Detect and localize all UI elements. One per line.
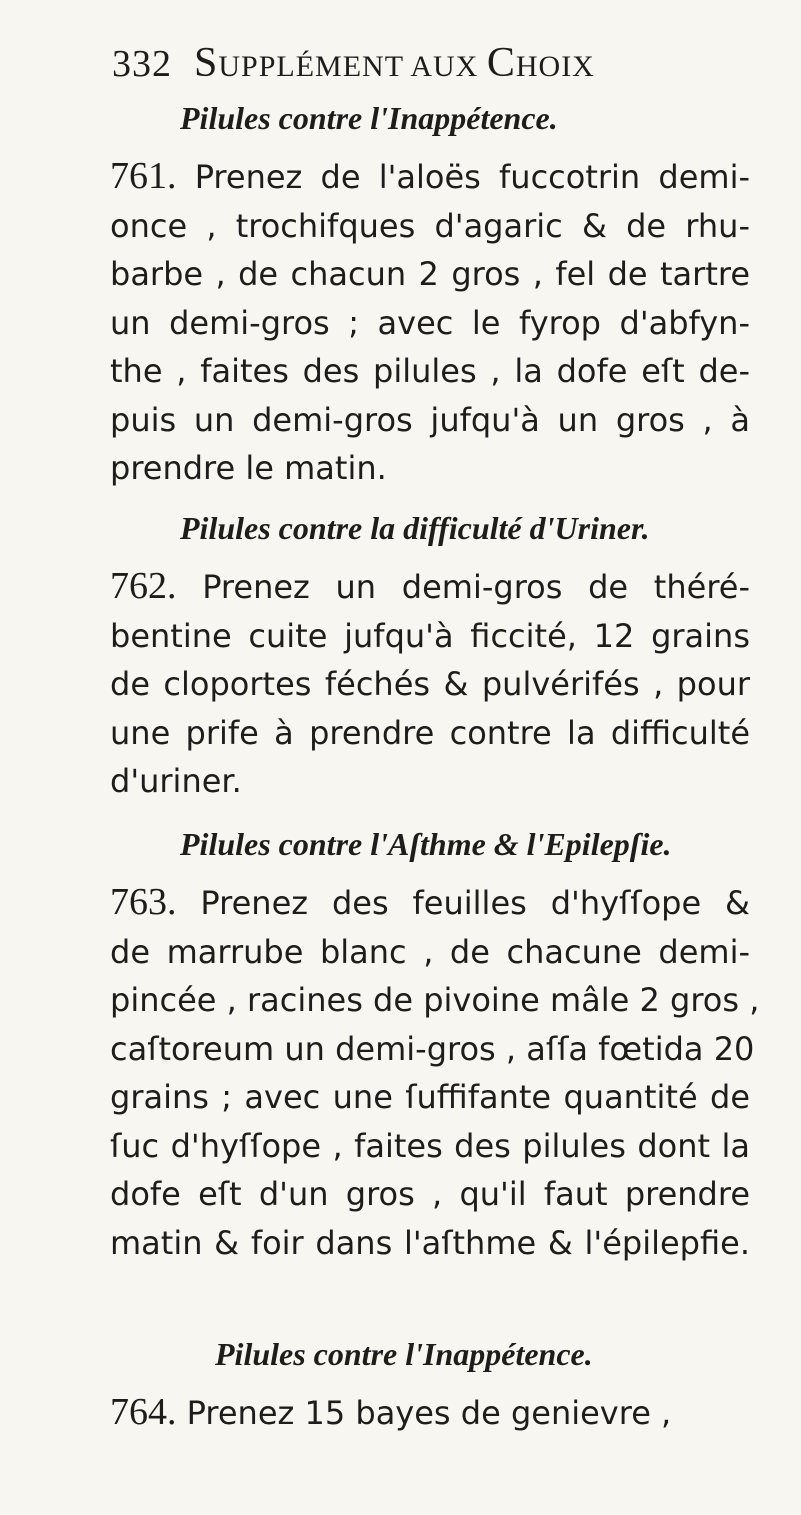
paragraph-line: pincée , racines de pivoine mâle 2 gros , xyxy=(110,981,760,1019)
header-title-initial-2: C xyxy=(486,40,516,86)
paragraph-line: grains ; avec une ſuffifante quantité de xyxy=(110,1078,750,1116)
paragraph-line: puis un demi-gros jufqu'à un gros , à xyxy=(110,400,750,439)
paragraph-line: bentine cuite jufqu'à ficcité, 12 grains xyxy=(110,616,750,655)
section-heading: Pilules contre l'Inappétence. xyxy=(180,100,558,136)
paragraph-line: de cloportes féchés & pulvérifés , pour xyxy=(110,665,750,703)
recipe-paragraph xyxy=(110,1388,750,1438)
paragraph-line: Prenez des feuilles d'hyſſope & xyxy=(176,884,750,922)
paragraph-line: barbe , de chacun 2 gros , fel de tartre xyxy=(110,255,750,293)
paragraph-line: matin & foir dans l'aſthme & l'épilepfie. xyxy=(110,1223,750,1262)
paragraph-line: ſuc d'hyſſope , faites des pilules dont la xyxy=(110,1126,750,1165)
recipe-number: 761. xyxy=(110,155,177,197)
paragraph-line: un demi-gros ; avec le fyrop d'abfyn- xyxy=(110,303,750,342)
paragraph-line: once , trochifques d'agaric & de rhu- xyxy=(110,206,750,245)
paragraph-line: caſtoreum un demi-gros , aſſa fœtida 20 xyxy=(110,1029,755,1068)
page-number: 332 xyxy=(112,43,172,85)
paragraph-line: Prenez de l'aloës fuccotrin demi- xyxy=(176,158,750,196)
recipe-paragraph xyxy=(110,562,750,806)
paragraph-line: d'uriner. xyxy=(110,762,242,800)
section-heading: Pilules contre la difficulté d'Uriner. xyxy=(180,510,650,546)
paragraph-line: dofe eſt d'un gros , qu'il faut prendre xyxy=(110,1175,750,1213)
paragraph-line: prendre le matin. xyxy=(110,449,387,487)
running-header xyxy=(112,38,752,92)
recipe-number: 763. xyxy=(110,881,177,923)
paragraph-line: Prenez un demi-gros de théré- xyxy=(176,568,750,606)
paragraph-line: Prenez 15 bayes de genievre , xyxy=(176,1394,672,1432)
recipe-paragraph xyxy=(110,152,750,493)
recipe-number: 764. xyxy=(110,1391,177,1433)
header-title-initial: S xyxy=(194,40,219,86)
header-title-part: UPPLÉMENT AUX xyxy=(218,50,487,83)
section-heading: Pilules contre l'Aſthme & l'Epilepſie. xyxy=(180,826,672,862)
paragraph-line: une prife à prendre contre la difficulté xyxy=(110,713,750,752)
paragraph-line: de marrube blanc , de chacune demi- xyxy=(110,932,750,971)
header-title-part-2: HOIX xyxy=(515,50,595,83)
section-heading: Pilules contre l'Inappétence. xyxy=(215,1336,593,1372)
paragraph-line: the , faites des pilules , la dofe eſt de- xyxy=(110,352,750,390)
recipe-paragraph xyxy=(110,878,760,1267)
recipe-number: 762. xyxy=(110,565,177,607)
